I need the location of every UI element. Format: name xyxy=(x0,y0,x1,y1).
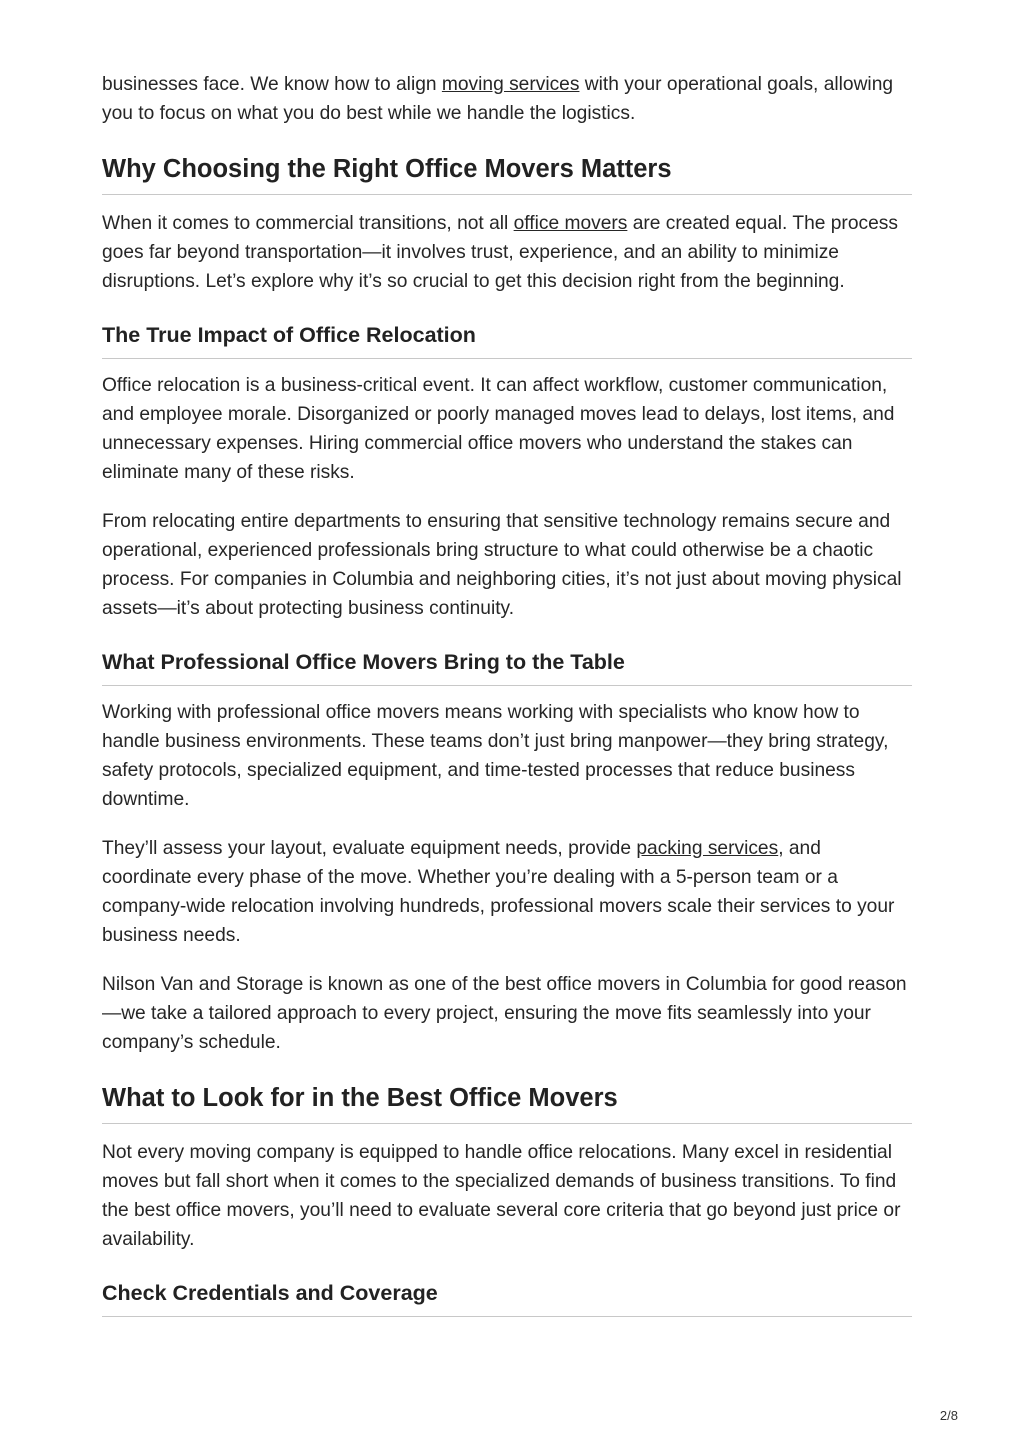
why-choosing-text-end: are created equal. The process goes far beyond transportation—it involves trust, experience, and an ability to minimize disruptions. Let’s explore why it’s so crucial to get this decision right from the beginning. xyxy=(102,213,898,292)
true-impact-paragraph-2: From relocating entire departments to ensuring that sensitive technology remains secure and operational, experienced professionals bring structure to what could otherwise be a chaotic process. For companies in Columbia and neighboring cities, it’s not just about moving physical assets—it’s about protecting business continuity. xyxy=(102,511,902,619)
packing-services-link[interactable]: packing services xyxy=(636,838,779,859)
heading-what-professional-movers-bring: What Professional Office Movers Bring to the Table xyxy=(102,647,912,686)
professional-movers-paragraph-3: Nilson Van and Storage is known as one of the best office movers in Columbia for good reason—we take a tailored approach to every project, ensuring the move fits seamlessly into your company’s schedule. xyxy=(102,974,907,1053)
what-to-look-for-paragraph: Not every moving company is equipped to handle office relocations. Many excel in residential moves but fall short when it comes to the specialized demands of business transitions. To find the best office movers, you’ll need to evaluate several core criteria that go beyond just price or availability. xyxy=(102,1142,901,1250)
why-choosing-paragraph xyxy=(102,209,912,296)
page-number: 2/8 xyxy=(939,1408,958,1423)
office-movers-link[interactable]: office movers xyxy=(513,213,628,234)
intro-text-start: businesses face. We know how to align xyxy=(102,74,442,95)
intro-paragraph xyxy=(102,70,912,128)
heading-true-impact-office-relocation: The True Impact of Office Relocation xyxy=(102,320,912,359)
intro-text-end: with your operational goals, allowing you to focus on what you do best while we handle the logistics. xyxy=(102,74,894,124)
professional-movers-paragraph-2 xyxy=(102,834,912,950)
heading-check-credentials-coverage: Check Credentials and Coverage xyxy=(102,1278,912,1317)
moving-services-link[interactable]: moving services xyxy=(441,74,580,95)
professional-movers-text-start: They’ll assess your layout, evaluate equipment needs, provide xyxy=(102,838,637,859)
document-body xyxy=(102,70,912,1329)
professional-movers-text-end: , and coordinate every phase of the move. Whether you’re dealing with a 5-person team or a company-wide relocation involving hundreds, professional movers scale their services to your business needs. xyxy=(102,838,895,946)
true-impact-paragraph-1: Office relocation is a business-critical event. It can affect workflow, customer communication, and employee morale. Disorganized or poorly managed moves lead to delays, lost items, and unnecessary expenses. Hiring commercial office movers who understand the stakes can eliminate many of these risks. xyxy=(102,375,895,483)
heading-why-choosing-right-office-movers: Why Choosing the Right Office Movers Matters xyxy=(102,152,912,195)
professional-movers-paragraph-1: Working with professional office movers means working with specialists who know how to handle business environments. These teams don’t just bring manpower—they bring strategy, safety protocols, specialized equipment, and time-tested processes that reduce business downtime. xyxy=(102,702,889,810)
heading-what-to-look-for: What to Look for in the Best Office Movers xyxy=(102,1081,912,1124)
why-choosing-text-start: When it comes to commercial transitions, not all xyxy=(102,213,514,234)
